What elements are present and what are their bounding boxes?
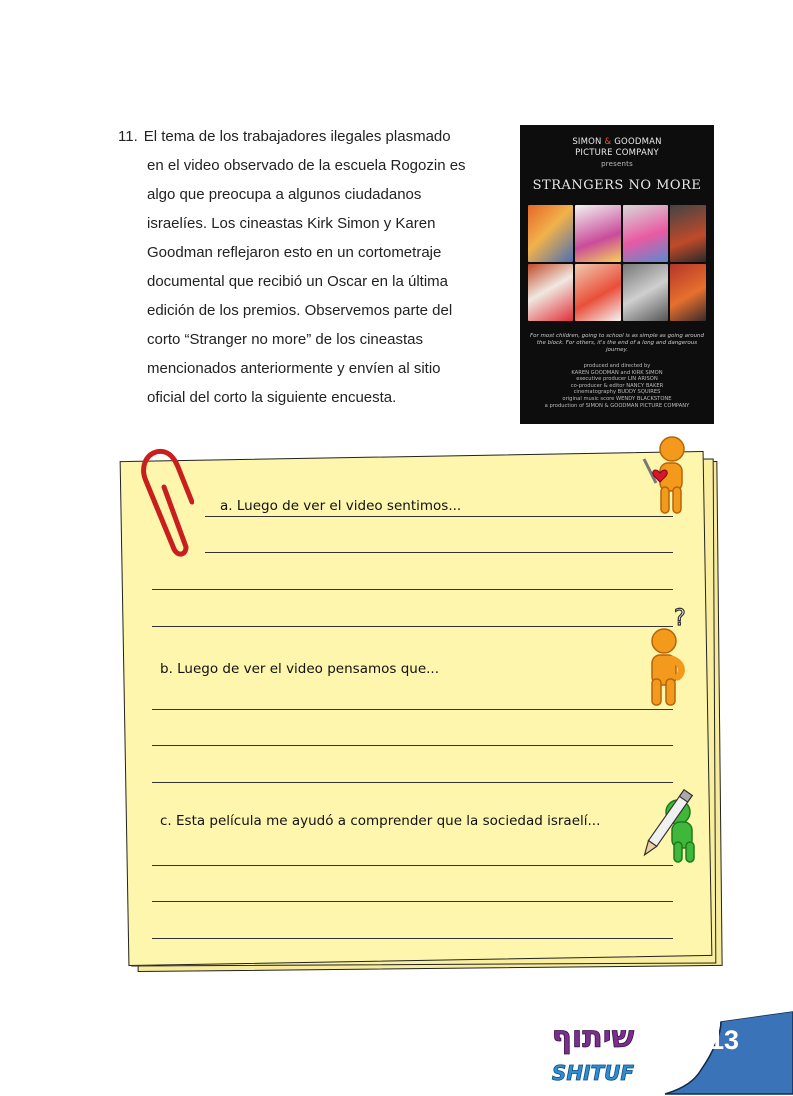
answer-line-c3[interactable] (152, 938, 673, 939)
poster-tagline: For most children, going to school is as simple as going around the block. For others, it's the end of a long and dangerous journey. (529, 333, 705, 353)
intro-line-4: israelíes. Los cineastas Kirk Simon y Karen (147, 215, 436, 232)
poster-credits: produced and directed by KAREN GOODMAN and KIRK SIMON executive producer LIN ARISON co-producer & editor NANCY BAKER cinematography BUDDY SQUIRES original music score WENDY BLACKSTONE a production of SIMON & GOODMAN PICTURE COMPANY (544, 363, 690, 409)
poster-company: SIMON & GOODMAN PICTURE COMPANY presents (572, 137, 662, 168)
intro-line-5: Goodman reflejaron esto en un cortometraje (147, 244, 442, 261)
question-11-text (118, 122, 498, 412)
paperclip-icon (134, 447, 194, 562)
answer-line-b2[interactable] (152, 745, 673, 746)
photo-child-2 (575, 205, 620, 262)
intro-line-1: 11. El tema de los trabajadores ilegales plasmado (118, 128, 451, 145)
intro-line-3: algo que preocupa a algunos ciudadanos (147, 186, 422, 203)
intro-line-7: edición de los premios. Observemos parte del (147, 302, 453, 319)
answer-line-a1[interactable] (205, 516, 673, 517)
question-b-label: b. Luego de ver el video pensamos que... (160, 661, 440, 677)
question-figure-icon (640, 605, 692, 709)
photo-child-7 (623, 264, 668, 321)
intro-line-6: documental que recibió un Oscar en la última (147, 273, 448, 290)
intro-line-2: en el video observado de la escuela Rogozin es (147, 157, 466, 174)
logo-latin-text: SHITUF (551, 1061, 635, 1085)
page-number: 13 (708, 1025, 740, 1055)
intro-line-8: corto “Stranger no more” de los cineastas (147, 331, 423, 348)
photo-child-5 (528, 264, 573, 321)
question-c-label: c. Esta película me ayudó a comprender que la sociedad israelí... (160, 813, 601, 829)
intro-line-9: mencionados anteriormente y envíen al sitio (147, 360, 441, 377)
poster-title: STRANGERS NO MORE (532, 178, 702, 193)
shituf-logo (543, 1012, 643, 1092)
poster-photo-collage (528, 205, 706, 321)
pencil-figure-icon (638, 782, 702, 868)
answer-line-b3[interactable] (152, 782, 673, 783)
photo-child-6 (575, 264, 620, 321)
heart-figure-icon (640, 435, 692, 517)
svg-text:?: ? (674, 606, 686, 631)
logo-hebrew-text: שיתוף (551, 1020, 635, 1055)
photo-child-4 (670, 205, 706, 262)
answer-line-c2[interactable] (152, 901, 673, 902)
answer-line-b1[interactable] (152, 709, 673, 710)
answer-line-a3[interactable] (152, 589, 673, 590)
answer-line-c1[interactable] (152, 865, 673, 866)
question-a-label: a. Luego de ver el video sentimos... (220, 498, 462, 514)
answer-line-a4[interactable] (152, 626, 673, 627)
photo-child-1 (528, 205, 573, 262)
photo-child-3 (623, 205, 668, 262)
question-number: 11. (118, 128, 138, 145)
answer-line-a2[interactable] (205, 552, 673, 553)
photo-child-8 (670, 264, 706, 321)
intro-line-10: oficial del corto la siguiente encuesta. (147, 389, 397, 406)
movie-poster (520, 125, 714, 424)
